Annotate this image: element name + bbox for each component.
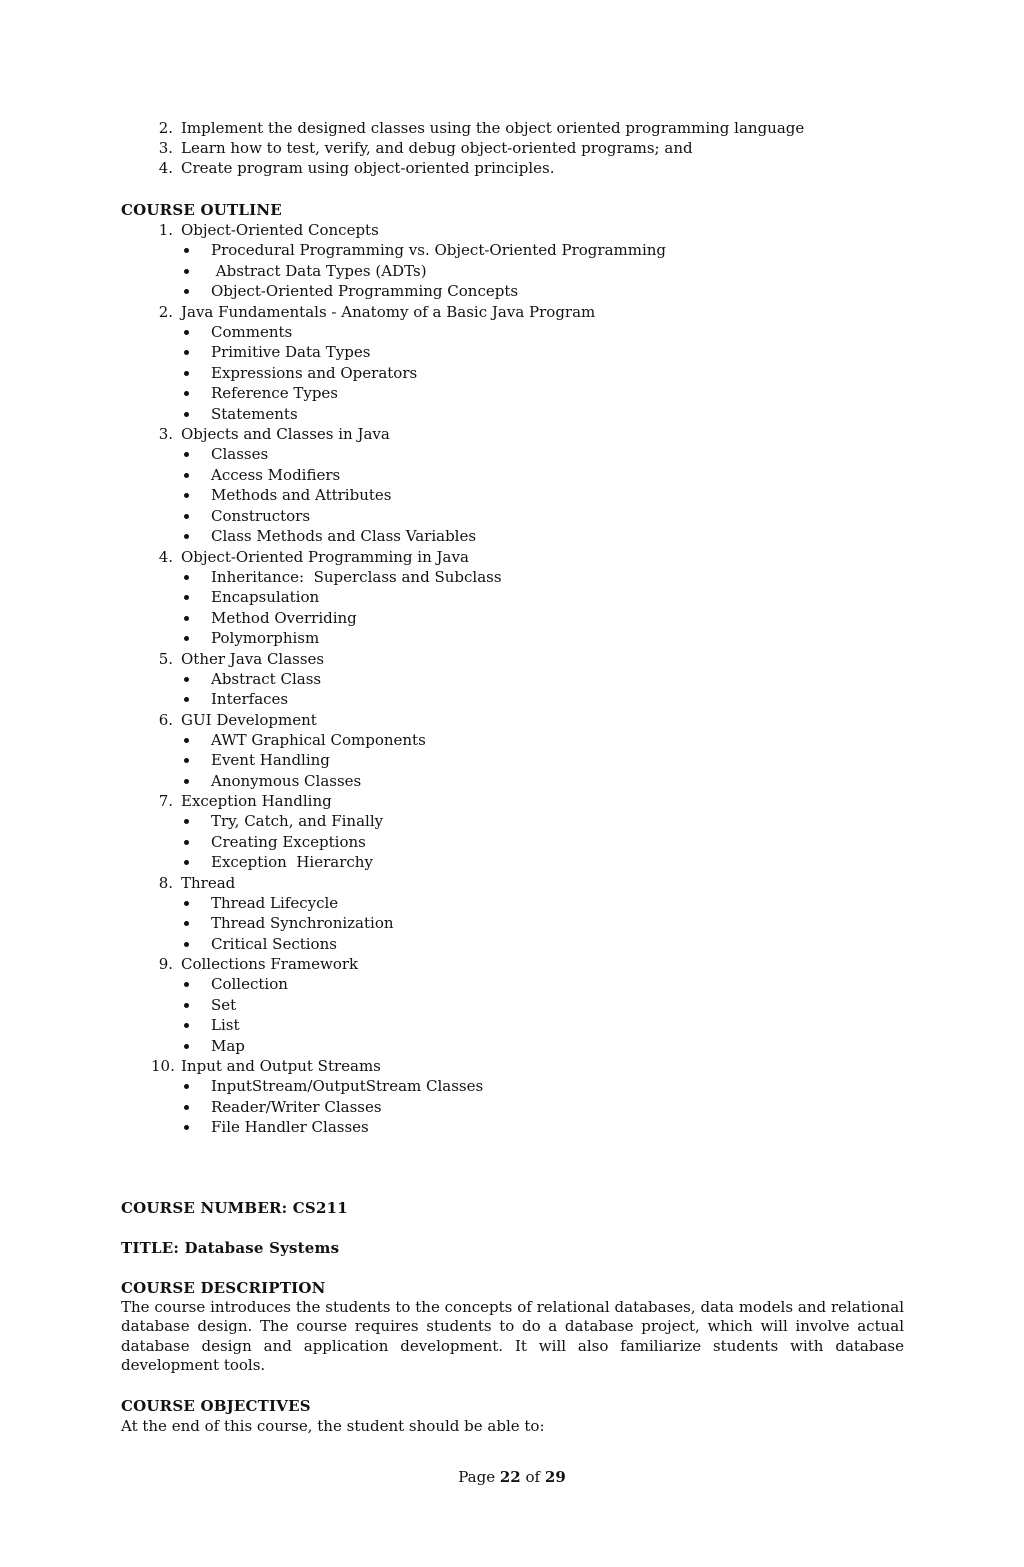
outline-topic [121, 852, 904, 873]
bullet-icon [184, 391, 189, 396]
outline-topic-text: Exception Hierarchy [211, 853, 373, 871]
objectives-continued-list [121, 118, 904, 178]
bullet-icon [184, 677, 189, 682]
outline-topic [121, 913, 904, 934]
outline-topic-list [181, 730, 904, 792]
outline-topic [121, 567, 904, 588]
outline-topic-list [181, 240, 904, 302]
outline-topic-text: List [211, 1016, 240, 1034]
outline-topic [121, 995, 904, 1016]
outline-topic-text: AWT Graphical Components [211, 730, 426, 749]
outline-topic-text: Comments [211, 322, 293, 341]
outline-topic [121, 261, 904, 282]
outline-topic-text: Try, Catch, and Finally [211, 812, 384, 830]
bullet-icon [184, 1084, 189, 1089]
outline-topic [121, 1036, 904, 1057]
outline-topic-list [181, 322, 904, 425]
outline-topic-list [181, 444, 904, 547]
bullet-icon [184, 269, 189, 274]
outline-section-title: Object-Oriented Concepts [181, 221, 379, 239]
outline-topic [121, 322, 904, 343]
outline-topic [121, 281, 904, 302]
outline-topic [121, 1015, 904, 1036]
outline-topic-text: Event Handling [211, 751, 330, 769]
bullet-icon [184, 1003, 189, 1008]
page-total: 29 [544, 1468, 566, 1486]
bullet-icon [184, 1105, 189, 1110]
outline-topic-text: Expressions and Operators [211, 363, 418, 382]
objective-number: 4. [158, 159, 173, 177]
course-outline-list [121, 220, 904, 1138]
course-title-heading: TITLE: Database Systems [121, 1238, 340, 1257]
bullet-icon [184, 514, 189, 519]
outline-section-number: 10. [151, 1057, 175, 1075]
outline-topic-text: Method Overriding [211, 608, 357, 627]
outline-section-title: Thread [181, 873, 236, 892]
outline-section-number: 8. [158, 873, 173, 892]
outline-topic-text: Primitive Data Types [211, 343, 371, 361]
outline-topic-list [181, 893, 904, 955]
outline-section [121, 791, 904, 873]
outline-topic [121, 811, 904, 832]
outline-topic-text: Inheritance: Superclass and Subclass [211, 567, 502, 586]
outline-section-title: Other Java Classes [181, 649, 325, 668]
outline-section-title: Java Fundamentals - Anatomy of a Basic Java Program [181, 302, 596, 321]
outline-section-number: 1. [158, 221, 173, 239]
objective-text: Implement the designed classes using the object oriented programming language [181, 119, 805, 137]
outline-topic [121, 526, 904, 547]
outline-topic-text: Anonymous Classes [211, 771, 362, 790]
outline-topic [121, 383, 904, 404]
course-objectives-intro: At the end of this course, the student should be able to: [121, 1416, 545, 1435]
outline-topic [121, 587, 904, 608]
bullet-icon [184, 860, 189, 865]
outline-section [121, 954, 904, 1056]
objective-number: 3. [158, 139, 173, 157]
bullet-icon [184, 636, 189, 641]
outline-topic [121, 465, 904, 486]
bullet-icon [184, 595, 189, 600]
outline-section [121, 547, 904, 649]
bullet-icon [184, 493, 189, 498]
outline-section-number: 4. [158, 547, 173, 566]
bullet-icon [184, 738, 189, 743]
bullet-icon [184, 350, 189, 355]
outline-topic [121, 669, 904, 690]
outline-topic [121, 444, 904, 465]
outline-topic [121, 363, 904, 384]
outline-section-number: 5. [158, 649, 173, 668]
outline-section-number: 9. [158, 955, 173, 973]
page-of-label: of [525, 1468, 541, 1486]
bullet-icon [184, 982, 189, 987]
bullet-icon [184, 1125, 189, 1130]
bullet-icon [184, 248, 189, 253]
outline-topic-list [181, 669, 904, 710]
outline-section-title: GUI Development [181, 710, 317, 729]
outline-section-number: 2. [158, 302, 173, 321]
outline-topic [121, 608, 904, 629]
outline-topic-text: Reference Types [211, 384, 339, 402]
bullet-icon [184, 779, 189, 784]
bullet-icon [184, 921, 189, 926]
outline-topic-text: File Handler Classes [211, 1118, 369, 1136]
bullet-icon [184, 534, 189, 539]
outline-topic-list [181, 567, 904, 649]
outline-section [121, 1056, 904, 1138]
outline-topic-text: Abstract Data Types (ADTs) [211, 261, 427, 280]
outline-topic-text: Creating Exceptions [211, 832, 366, 851]
document-page [121, 118, 904, 1436]
outline-topic [121, 342, 904, 363]
outline-topic-text: Class Methods and Class Variables [211, 527, 477, 545]
outline-topic [121, 485, 904, 506]
outline-topic-text: Map [211, 1036, 245, 1055]
page-label: Page [458, 1468, 496, 1486]
outline-section [121, 220, 904, 302]
outline-topic [121, 730, 904, 751]
course-description-heading: COURSE DESCRIPTION [121, 1278, 326, 1297]
outline-section [121, 302, 904, 425]
outline-topic [121, 1097, 904, 1118]
page-number: 22 [499, 1468, 521, 1486]
outline-topic-text: Constructors [211, 506, 311, 525]
outline-topic-text: Methods and Attributes [211, 486, 392, 504]
bullet-icon [184, 371, 189, 376]
outline-topic [121, 628, 904, 649]
outline-topic-text: Object-Oriented Programming Concepts [211, 282, 519, 300]
bullet-icon [184, 819, 189, 824]
outline-topic-text: Critical Sections [211, 934, 337, 953]
outline-topic-text: Classes [211, 445, 269, 463]
outline-section [121, 649, 904, 710]
outline-section-title: Object-Oriented Programming in Java [181, 547, 469, 566]
bullet-icon [184, 452, 189, 457]
outline-topic [121, 1076, 904, 1097]
bullet-icon [184, 330, 189, 335]
outline-topic [121, 974, 904, 995]
outline-topic-list [181, 974, 904, 1056]
objective-item [121, 158, 904, 178]
outline-topic-text: Collection [211, 975, 288, 993]
outline-topic [121, 750, 904, 771]
outline-topic-text: Polymorphism [211, 629, 320, 647]
outline-topic-text: InputStream/OutputStream Classes [211, 1077, 484, 1095]
outline-topic [121, 240, 904, 261]
course-objectives-heading: COURSE OBJECTIVES [121, 1396, 311, 1415]
outline-topic [121, 404, 904, 425]
outline-topic-list [181, 811, 904, 873]
outline-section [121, 424, 904, 547]
outline-topic-text: Thread Lifecycle [211, 893, 339, 912]
bullet-icon [184, 1023, 189, 1028]
outline-topic [121, 893, 904, 914]
outline-topic-text: Abstract Class [211, 669, 322, 688]
objective-text: Create program using object-oriented principles. [181, 159, 555, 177]
bullet-icon [184, 758, 189, 763]
outline-section-number: 3. [158, 425, 173, 443]
outline-topic-text: Interfaces [211, 690, 289, 708]
outline-topic [121, 771, 904, 792]
outline-topic-text: Statements [211, 404, 298, 423]
objective-number: 2. [158, 119, 173, 137]
outline-topic [121, 1117, 904, 1138]
outline-topic-text: Access Modifiers [211, 465, 341, 484]
bullet-icon [184, 942, 189, 947]
bullet-icon [184, 473, 189, 478]
outline-section-number: 6. [158, 710, 173, 729]
outline-section-title: Exception Handling [181, 792, 332, 810]
outline-topic-text: Set [211, 995, 237, 1014]
course-description-text: The course introduces the students to the concepts of relational databases, data models and relational database design. The course requires students to do a database project, which will involve actual database design and application development. It will also familiarize students with database development tools. [121, 1297, 904, 1374]
outline-topic [121, 934, 904, 955]
outline-section-number: 7. [158, 792, 173, 810]
outline-section [121, 710, 904, 792]
page-footer [0, 1467, 1024, 1487]
outline-topic [121, 832, 904, 853]
outline-section-title: Objects and Classes in Java [181, 425, 390, 443]
bullet-icon [184, 901, 189, 906]
bullet-icon [184, 840, 189, 845]
outline-section-title: Input and Output Streams [181, 1057, 381, 1075]
bullet-icon [184, 697, 189, 702]
bullet-icon [184, 1044, 189, 1049]
outline-topic-text: Encapsulation [211, 588, 320, 606]
outline-section [121, 873, 904, 955]
outline-topic-list [181, 1076, 904, 1138]
bullet-icon [184, 575, 189, 580]
outline-topic [121, 506, 904, 527]
outline-topic-text: Reader/Writer Classes [211, 1097, 382, 1116]
course-outline-heading: COURSE OUTLINE [121, 201, 282, 219]
course-number-heading: COURSE NUMBER: CS211 [121, 1198, 348, 1217]
objective-item [121, 138, 904, 158]
outline-section-title: Collections Framework [181, 955, 359, 973]
objective-text: Learn how to test, verify, and debug object-oriented programs; and [181, 139, 693, 157]
objective-item [121, 118, 904, 138]
outline-topic-text: Thread Synchronization [211, 914, 394, 932]
outline-topic-text: Procedural Programming vs. Object-Oriented Programming [211, 241, 667, 259]
bullet-icon [184, 412, 189, 417]
outline-topic [121, 689, 904, 710]
bullet-icon [184, 616, 189, 621]
bullet-icon [184, 289, 189, 294]
